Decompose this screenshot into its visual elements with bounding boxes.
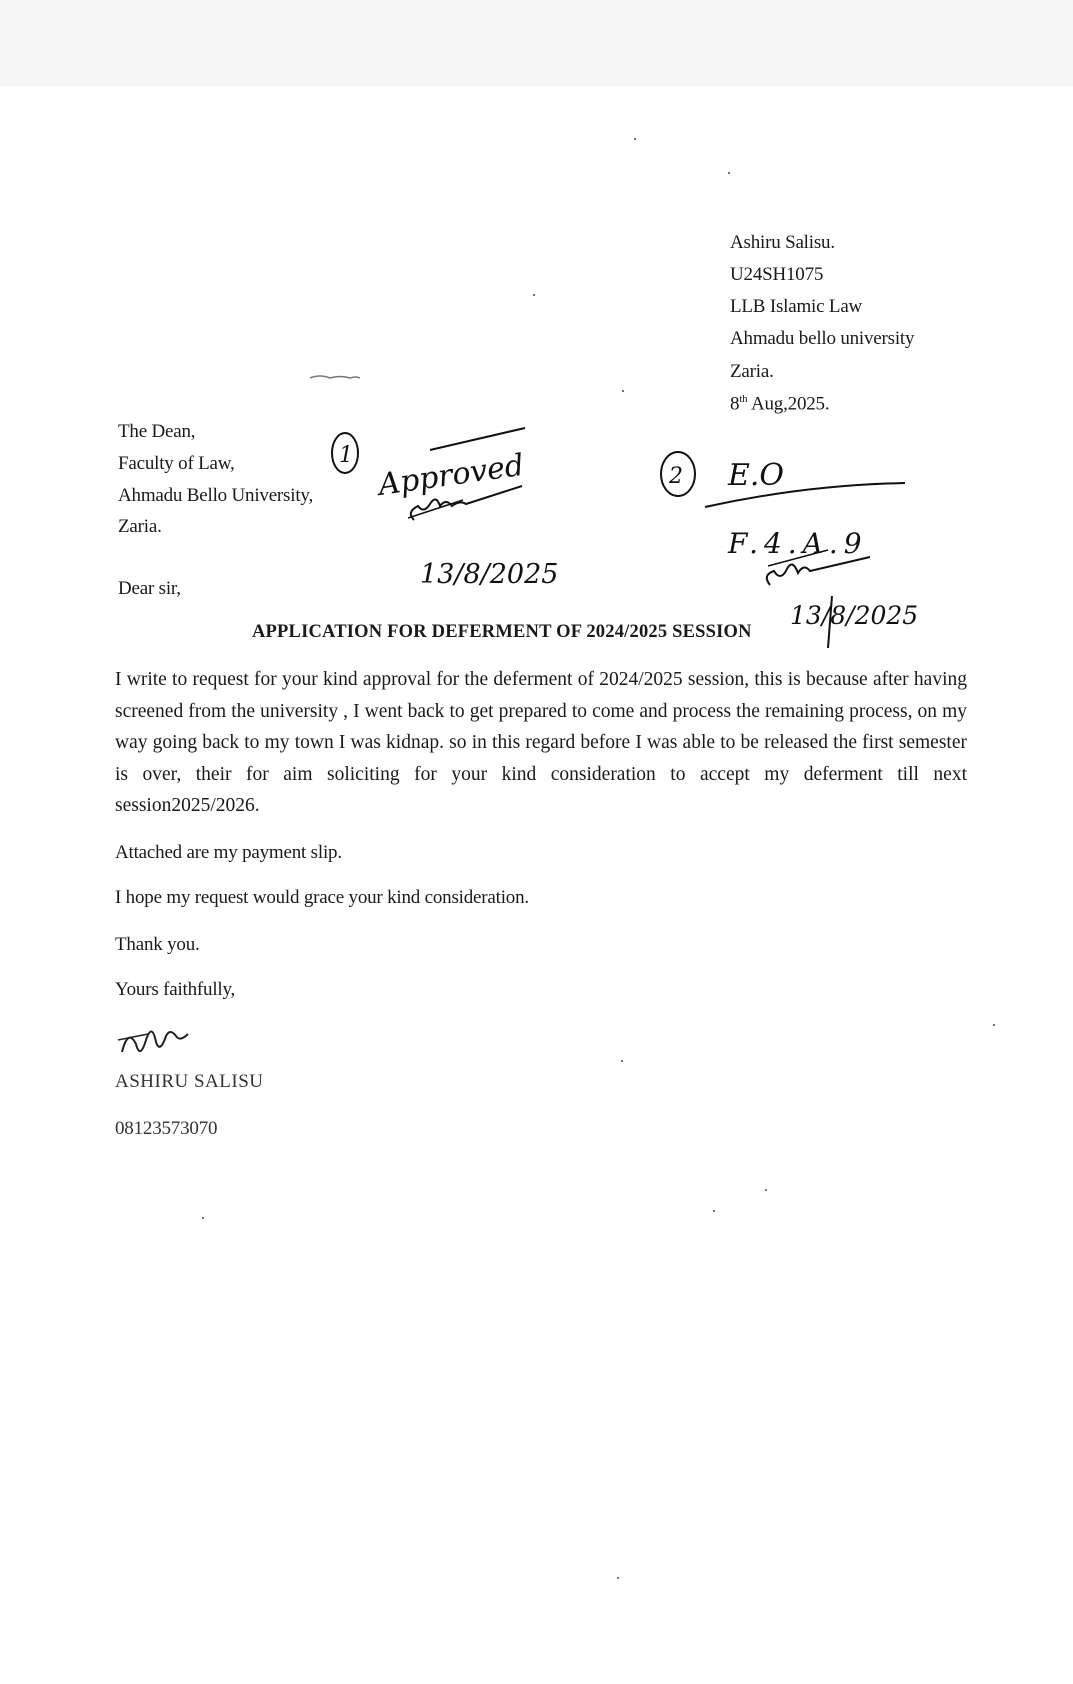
sender-name: Ashiru Salisu.: [730, 232, 835, 253]
scan-speck: [634, 138, 636, 140]
circled-number-icon: [661, 452, 695, 496]
scan-speck: [993, 1024, 995, 1026]
scan-speck: [202, 1217, 204, 1219]
sender-city: Zaria.: [730, 361, 774, 382]
top-margin-band: [0, 0, 1073, 86]
signatory-name: ASHIRU SALISU: [115, 1071, 264, 1092]
annotation-date: 13/8/2025: [420, 559, 559, 590]
sender-reg-no: U24SH1075: [730, 264, 824, 285]
thank-you: Thank you.: [115, 934, 200, 955]
approver-signature: [411, 486, 522, 520]
annotation-eo: [661, 452, 918, 648]
annotation-approval: [332, 428, 558, 590]
complimentary-close: Yours faithfully,: [115, 979, 236, 1000]
recipient-line: Zaria.: [118, 516, 162, 537]
sender-programme: LLB Islamic Law: [730, 296, 863, 317]
attachment-note: Attached are my payment slip.: [115, 842, 342, 863]
date-rest: Aug,2025.: [747, 393, 830, 415]
annotation-note: Approved: [376, 447, 527, 503]
closing-hope: I hope my request would grace your kind consideration.: [115, 887, 529, 908]
scan-smudge: [310, 376, 360, 378]
officer-signature: [767, 557, 870, 585]
scan-speck: [622, 390, 624, 392]
date-suffix: th: [739, 393, 748, 405]
sender-university: Ahmadu bello university: [730, 328, 915, 349]
scan-speck: [765, 1189, 767, 1191]
recipient-line: Faculty of Law,: [118, 453, 235, 474]
annotation-date: 13/8/2025: [790, 601, 919, 630]
letter-title: APPLICATION FOR DEFERMENT OF 2024/2025 SESSION: [252, 622, 752, 642]
letter-body-paragraph: I write to request for your kind approval for the deferment of 2024/2025 session, this is because after having screened from the university , I went back to get prepared to come and process the remaining process, on my way going back to my town I was kidnap. so in this regard before I was able to be released the first semester is over, their for aim soliciting for your kind consideration to accept my deferment till next session2025/2026.: [115, 669, 967, 816]
scan-speck: [621, 1060, 623, 1062]
annotation-number: 1: [339, 443, 353, 468]
scan-speck: [713, 1210, 715, 1212]
recipient-line: The Dean,: [118, 421, 196, 442]
scan-speck: [617, 1577, 619, 1579]
annotation-reference: F.4.A.9: [728, 527, 868, 560]
circled-number-icon: [332, 433, 358, 473]
scan-speck: [533, 294, 535, 296]
annotation-note: E.O: [728, 458, 785, 493]
salutation: Dear sir,: [118, 578, 181, 599]
recipient-line: Ahmadu Bello University,: [118, 485, 314, 506]
date-day: 8: [730, 393, 740, 415]
applicant-signature: [118, 1031, 188, 1052]
phone-number: 08123573070: [115, 1118, 218, 1139]
letter-date: [730, 393, 829, 415]
scan-speck: [728, 172, 730, 174]
annotation-number: 2: [669, 464, 683, 489]
